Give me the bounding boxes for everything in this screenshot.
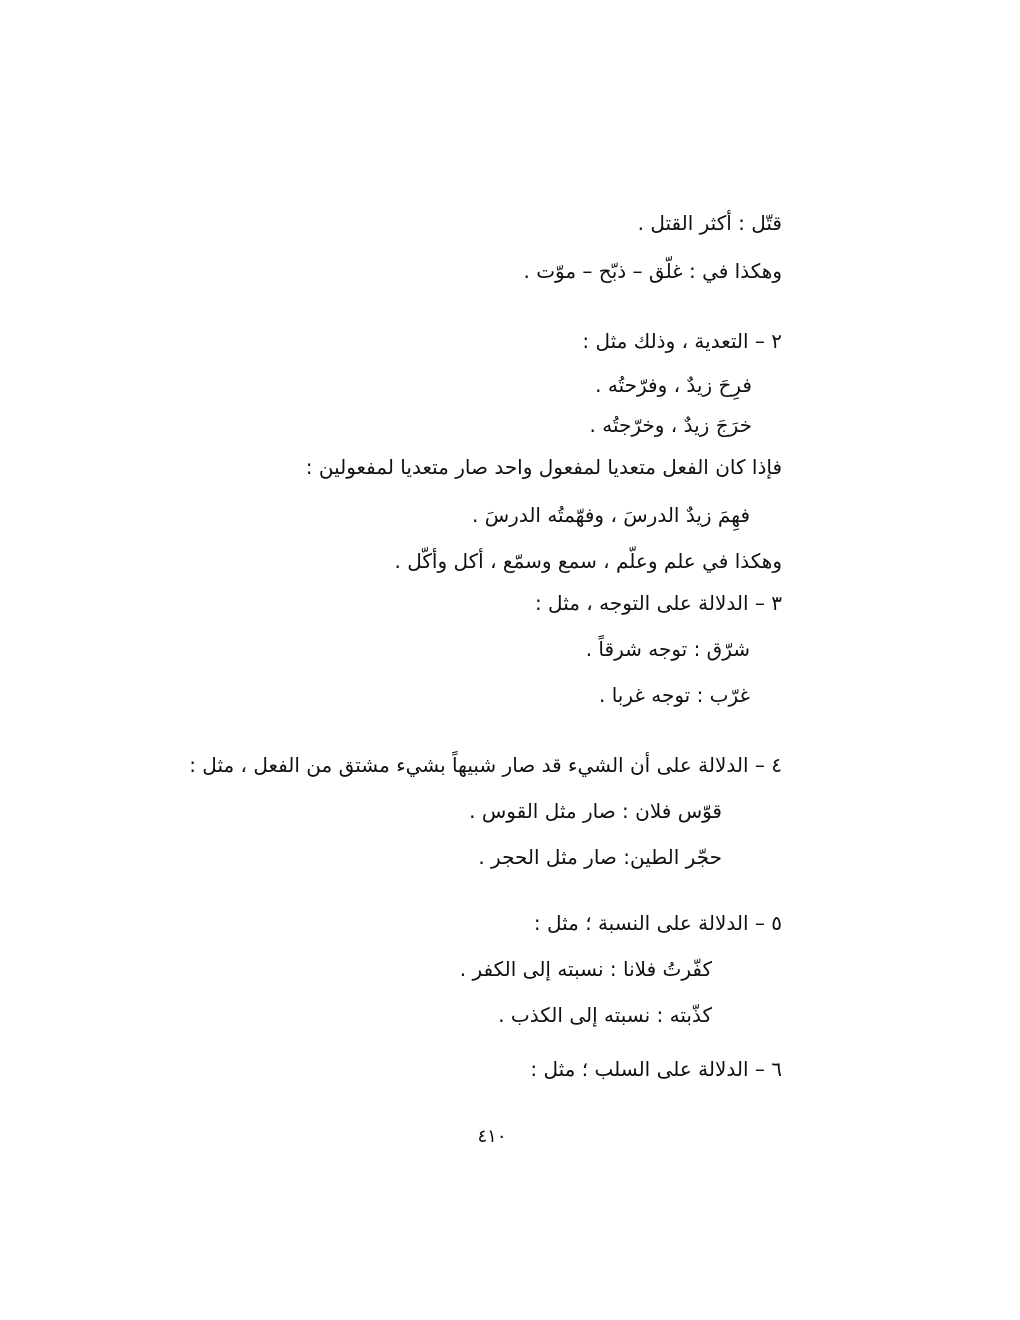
text-line: ٥ – الدلالة على النسبة ؛ مثل :	[533, 911, 782, 935]
page-number: ٤١٠	[477, 1126, 507, 1147]
text-line: فهِمَ زيدٌ الدرسَ ، وفهّمتُه الدرسَ .	[472, 503, 750, 527]
text-line: شرّق : توجه شرقاً .	[585, 637, 750, 661]
text-line: فإذا كان الفعل متعديا لمفعول واحد صار متعديا لمفعولين :	[305, 455, 782, 479]
text-line: كذّبته : نسبته إلى الكذب .	[498, 1003, 712, 1027]
text-line: وهكذا في علم وعلّم ، سمع وسمّع ، أكل وأكّل .	[394, 549, 782, 573]
text-line: وهكذا في : غلّق – ذبّح – موّت .	[523, 259, 782, 283]
text-line: ٤ – الدلالة على أن الشيء قد صار شبيهاً بشيء مشتق من الفعل ، مثل :	[189, 753, 782, 777]
text-line: ٢ – التعدية ، وذلك مثل :	[582, 329, 782, 353]
text-line: قتّل : أكثر القتل .	[637, 211, 782, 235]
text-line: غرّب : توجه غربا .	[599, 683, 750, 707]
text-line: فرِحَ زيدٌ ، وفرّحتُه .	[595, 373, 752, 397]
text-line: قوّس فلان : صار مثل القوس .	[469, 799, 722, 823]
text-line: ٦ – الدلالة على السلب ؛ مثل :	[530, 1057, 782, 1081]
text-line: حجّر الطين: صار مثل الحجر .	[478, 845, 722, 869]
text-line: خرَجَ زيدٌ ، وخرّجتُه .	[589, 413, 752, 437]
text-line: كفّرتُ فلانا : نسبته إلى الكفر .	[459, 957, 712, 981]
text-line: ٣ – الدلالة على التوجه ، مثل :	[534, 591, 782, 615]
